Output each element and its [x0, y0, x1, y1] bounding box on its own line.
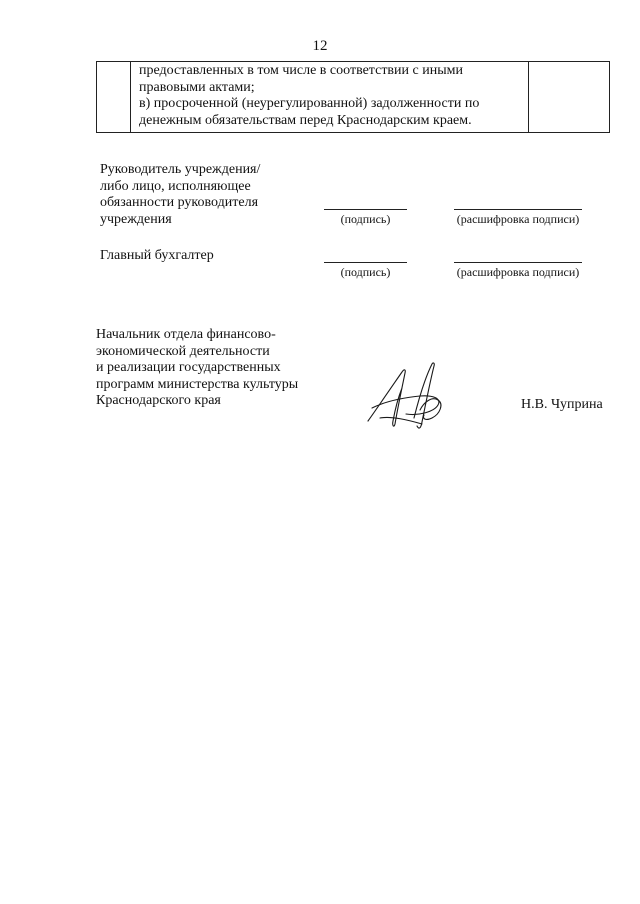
head-decoding-caption: (расшифровка подписи) — [456, 212, 580, 226]
official-name: Н.В. Чуприна — [521, 397, 603, 412]
official-title-line: экономической деятельности — [96, 343, 270, 359]
head-title-line: учреждения — [100, 211, 172, 227]
head-title-line: либо лицо, исполняющее — [100, 178, 251, 194]
handwritten-signature — [362, 358, 452, 434]
table-cell-line: денежным обязательствам перед Краснодарским краем. — [139, 112, 472, 128]
head-signature-caption: (подпись) — [340, 212, 391, 226]
head-decoding-line — [454, 209, 582, 210]
table-cell-note — [529, 62, 610, 133]
head-title — [100, 162, 260, 228]
table-row — [97, 62, 610, 133]
head-signature-line — [324, 209, 407, 210]
accountant-signature-line — [324, 262, 407, 263]
head-title-line: Руководитель учреждения/ — [100, 162, 261, 177]
table-cell-number — [97, 62, 131, 133]
official-title-line: программ министерства культуры — [96, 376, 299, 392]
requirements-table — [96, 61, 610, 133]
table-cell-text — [131, 62, 529, 133]
table-cell-line: в) просроченной (неурегулированной) задолженности по — [139, 96, 480, 111]
table-cell-line: правовыми актами; — [139, 79, 255, 95]
accountant-title: Главный бухгалтер — [100, 248, 214, 263]
official-title-line: и реализации государственных — [96, 360, 281, 375]
head-title-line: обязанности руководителя — [100, 195, 259, 210]
page-number: 12 — [312, 38, 328, 54]
accountant-decoding-caption: (расшифровка подписи) — [456, 265, 580, 279]
official-title — [96, 327, 298, 410]
official-title-line: Начальник отдела финансово- — [96, 327, 276, 342]
accountant-decoding-line — [454, 262, 582, 263]
official-title-line: Краснодарского края — [96, 393, 221, 408]
table-cell-line: предоставленных в том числе в соответствии с иными — [139, 63, 463, 78]
accountant-signature-caption: (подпись) — [340, 265, 391, 279]
